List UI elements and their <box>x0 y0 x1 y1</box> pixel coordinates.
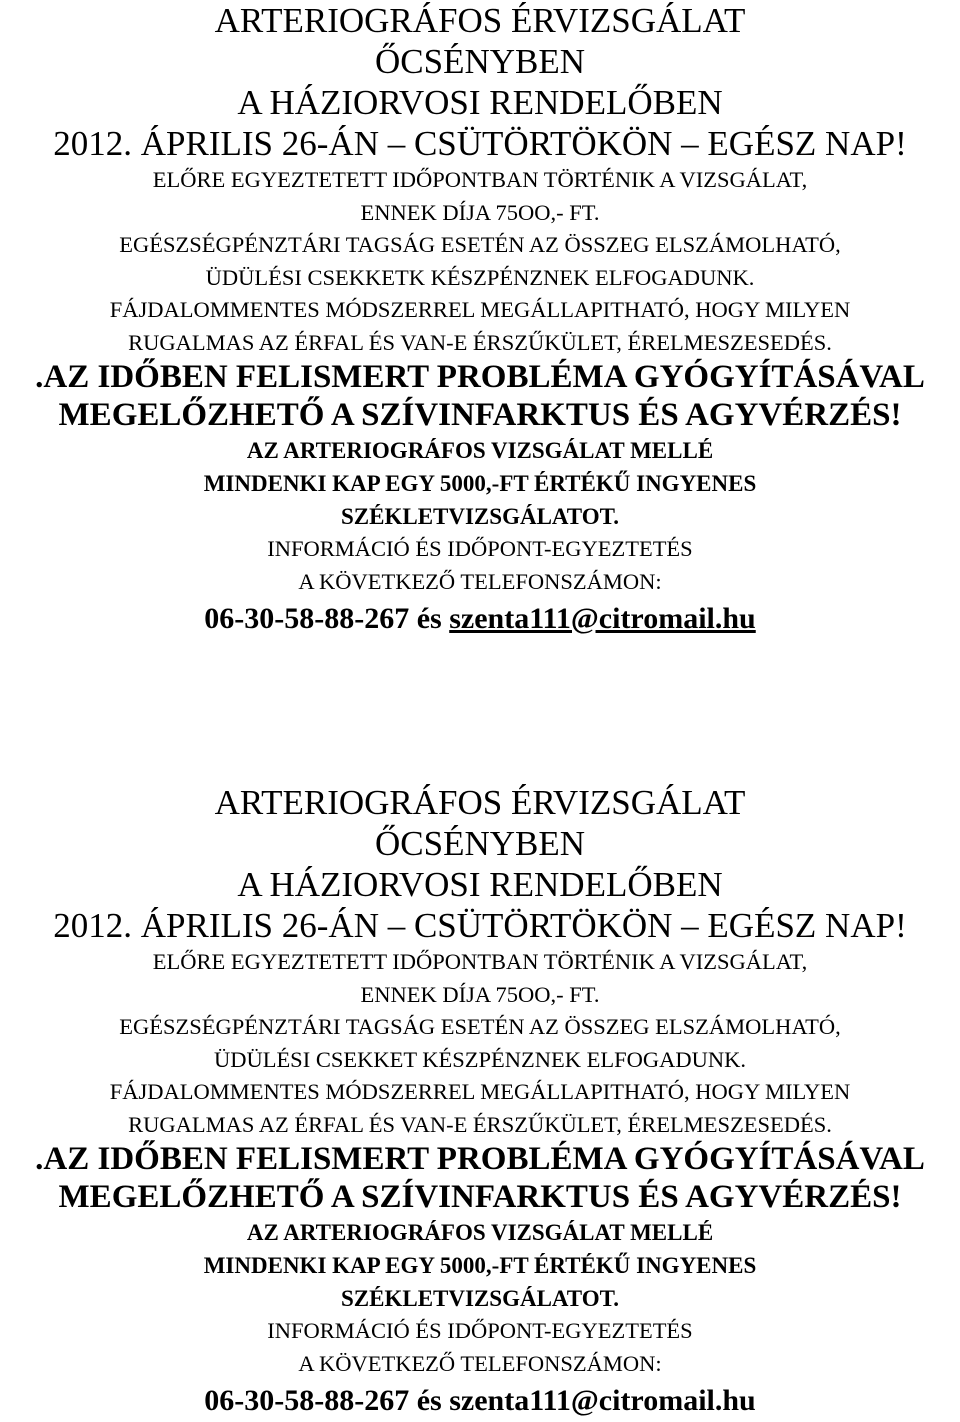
title-line-4: 2012. ÁPRILIS 26-ÁN – CSÜTÖRTÖKÖN – EGÉSZ NAP! <box>53 906 907 945</box>
info-line-1: ELŐRE EGYEZTETETT IDŐPONTBAN TÖRTÉNIK A VIZSGÁLAT, <box>152 949 808 974</box>
flyer-1 <box>0 0 960 640</box>
bonus-line-1: AZ ARTERIOGRÁFOS VIZSGÁLAT MELLÉ <box>246 438 714 463</box>
contact-conjunction: és <box>416 1384 442 1417</box>
info-line-2: ENNEK DÍJA 75OO,- FT. <box>360 981 600 1007</box>
phone-number: 06-30-58-88-267 <box>204 1384 410 1417</box>
bonus-line-3: SZÉKLETVIZSGÁLATOT. <box>340 504 620 529</box>
info-line-1: ELŐRE EGYEZTETETT IDŐPONTBAN TÖRTÉNIK A VIZSGÁLAT, <box>152 167 808 192</box>
info-line-5: FÁJDALOMMENTES MÓDSZERREL MEGÁLLAPITHATÓ, HOGY MILYEN <box>109 1079 851 1104</box>
title-line-3: A HÁZIORVOSI RENDELŐBEN <box>237 83 723 122</box>
email-link[interactable]: szenta111@citromail.hu <box>449 1384 756 1417</box>
info-line-3: EGÉSZSÉGPÉNZTÁRI TAGSÁG ESETÉN AZ ÖSSZEG ELSZÁMOLHATÓ, <box>119 1014 841 1039</box>
info-line-6: RUGALMAS AZ ÉRFAL ÉS VAN-E ÉRSZŰKÜLET, ÉRELMESZESEDÉS. <box>128 329 832 355</box>
info-line-4: ÜDÜLÉSI CSEKKET KÉSZPÉNZNEK ELFOGADUNK. <box>213 1046 747 1072</box>
bonus-line-1: AZ ARTERIOGRÁFOS VIZSGÁLAT MELLÉ <box>246 1220 714 1245</box>
warning-line-1: .AZ IDŐBEN FELISMERT PROBLÉMA GYÓGYÍTÁSÁVAL <box>35 1141 925 1177</box>
title-line-4: 2012. ÁPRILIS 26-ÁN – CSÜTÖRTÖKÖN – EGÉSZ NAP! <box>53 124 907 163</box>
bonus-line-3: SZÉKLETVIZSGÁLATOT. <box>340 1286 620 1311</box>
contact-line-2: A KÖVETKEZŐ TELEFONSZÁMON: <box>298 568 662 594</box>
info-line-2: ENNEK DÍJA 75OO,- FT. <box>360 199 600 225</box>
flyer-2 <box>0 782 960 1422</box>
contact-details <box>0 1380 960 1422</box>
contact-line-1: INFORMÁCIÓ ÉS IDŐPONT-EGYEZTETÉS <box>267 1318 693 1343</box>
bonus-line-2: MINDENKI KAP EGY 5000,-FT ÉRTÉKŰ INGYENES <box>203 1253 757 1278</box>
info-line-6: RUGALMAS AZ ÉRFAL ÉS VAN-E ÉRSZŰKÜLET, ÉRELMESZESEDÉS. <box>128 1111 832 1137</box>
contact-line-2: A KÖVETKEZŐ TELEFONSZÁMON: <box>298 1350 662 1376</box>
warning-line-1: .AZ IDŐBEN FELISMERT PROBLÉMA GYÓGYÍTÁSÁVAL <box>35 359 925 395</box>
warning-line-2: MEGELŐZHETŐ A SZÍVINFARKTUS ÉS AGYVÉRZÉS! <box>58 1178 902 1215</box>
info-line-5: FÁJDALOMMENTES MÓDSZERREL MEGÁLLAPITHATÓ, HOGY MILYEN <box>109 297 851 322</box>
contact-line-1: INFORMÁCIÓ ÉS IDŐPONT-EGYEZTETÉS <box>267 536 693 561</box>
phone-number: 06-30-58-88-267 <box>204 602 410 635</box>
bonus-line-2: MINDENKI KAP EGY 5000,-FT ÉRTÉKŰ INGYENES <box>203 471 757 496</box>
contact-details <box>0 598 960 640</box>
title-line-3: A HÁZIORVOSI RENDELŐBEN <box>237 865 723 904</box>
title-line-2: ŐCSÉNYBEN <box>374 42 586 81</box>
email-link[interactable]: szenta111@citromail.hu <box>449 602 756 635</box>
info-line-4: ÜDÜLÉSI CSEKKETK KÉSZPÉNZNEK ELFOGADUNK. <box>205 264 755 290</box>
warning-line-2: MEGELŐZHETŐ A SZÍVINFARKTUS ÉS AGYVÉRZÉS! <box>58 396 902 433</box>
info-line-3: EGÉSZSÉGPÉNZTÁRI TAGSÁG ESETÉN AZ ÖSSZEG ELSZÁMOLHATÓ, <box>119 232 841 257</box>
title-line-1: ARTERIOGRÁFOS ÉRVIZSGÁLAT <box>214 783 746 822</box>
contact-conjunction: és <box>416 602 442 635</box>
title-line-2: ŐCSÉNYBEN <box>374 824 586 863</box>
title-line-1: ARTERIOGRÁFOS ÉRVIZSGÁLAT <box>214 1 746 40</box>
